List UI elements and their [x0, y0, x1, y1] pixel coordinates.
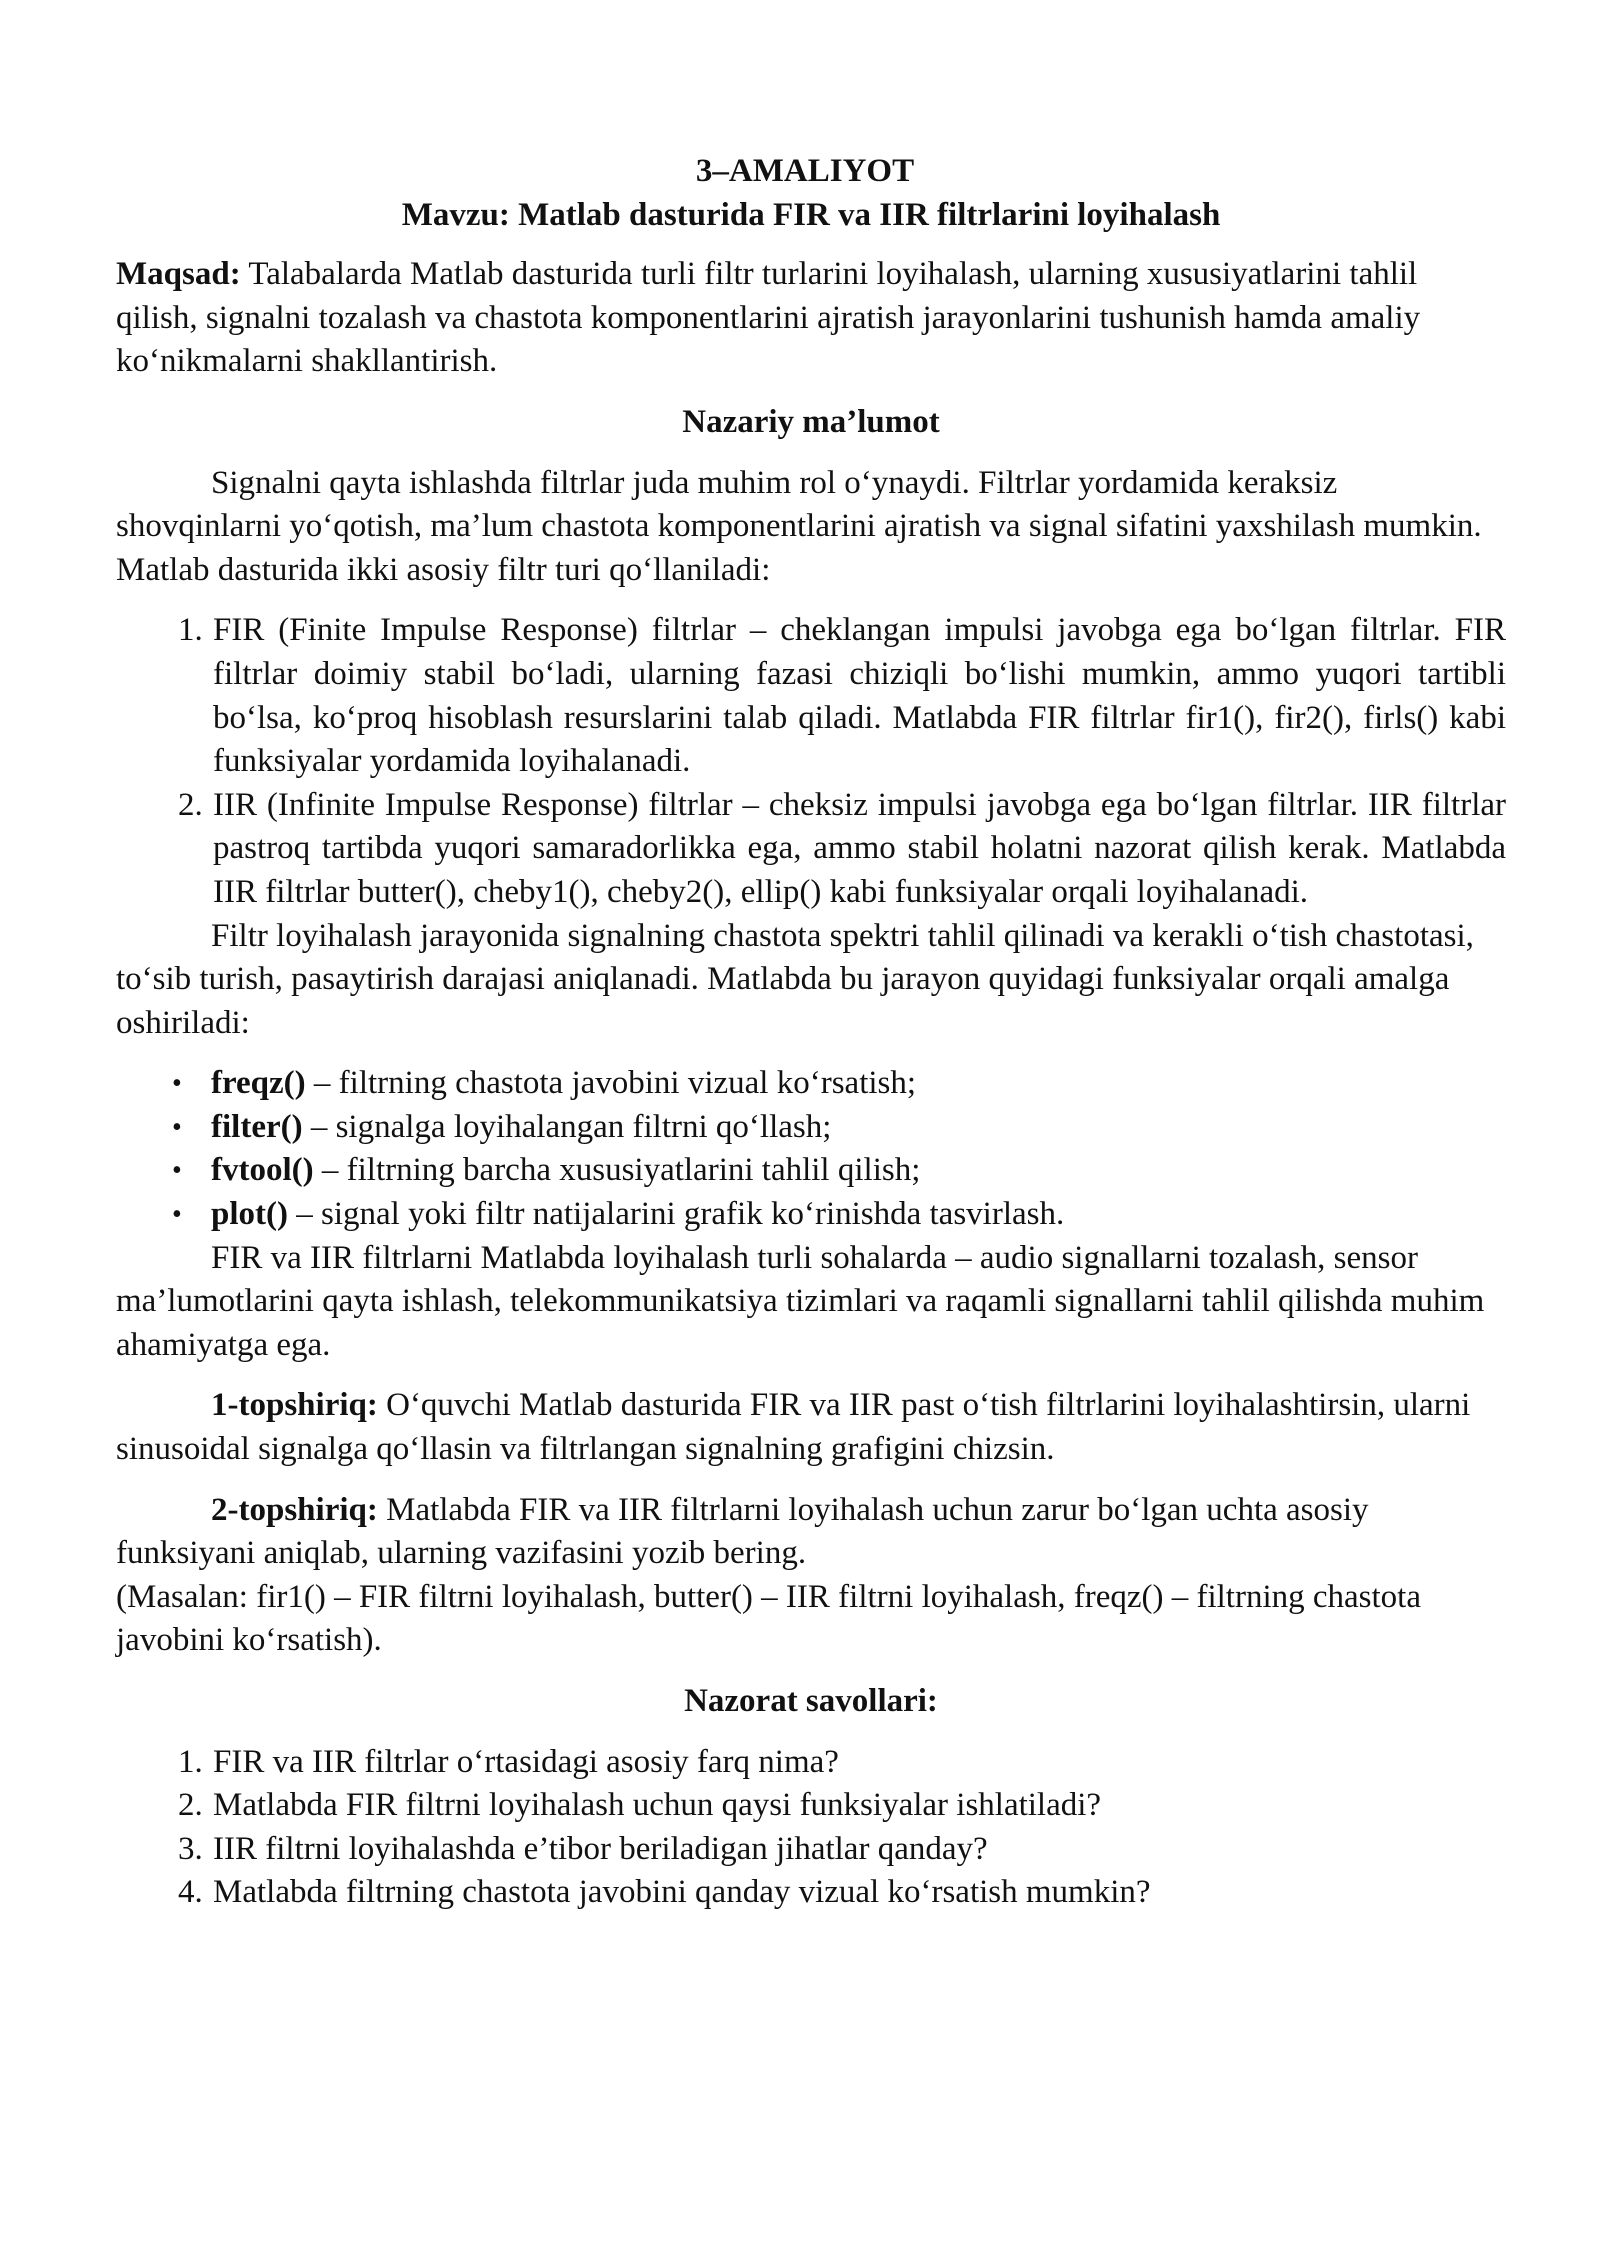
task-2-example: (Masalan: fir1() – FIR filtrni loyihalash, butter() – IIR filtrni loyihalash, freqz() – filtrning chastota javobini ko‘rsatish).: [116, 1578, 1421, 1659]
function-desc: – signal yoki filtr natijalarini grafik ko‘rinishda tasvirlash.: [288, 1196, 1065, 1233]
bullet-icon: •: [172, 1068, 182, 1100]
bullet-icon: •: [172, 1155, 182, 1187]
bullet-icon: •: [172, 1111, 182, 1143]
task-2-label: 2-topshiriq:: [211, 1491, 378, 1528]
questions-list: [116, 1741, 1506, 1915]
function-desc: – signalga loyihalangan filtrni qo‘llash;: [302, 1108, 832, 1145]
list-item: [172, 1149, 1506, 1193]
list-item: [172, 1062, 1506, 1106]
document-title: 3–AMALIYOT: [695, 153, 915, 189]
goal-text: Talabalarda Matlab dasturida turli filtr turlarini loyihalash, ularning xususiyatlarini tahlil qilish, signalni tozalash va chastota komponentlarini ajratish jarayonlarini tushunish hamda amaliy ko‘nikmalarni shakllantirish.: [116, 256, 1421, 380]
theory-intro: Signalni qayta ishlashda filtrlar juda muhim rol o‘ynaydi. Filtrlar yordamida keraksiz shovqinlarni yo‘qotish, ma’lum chastota komponentlarini ajratish va signal sifatini yaxshilash mumkin. Matlab dasturida ikki asosiy filtr turi qo‘llaniladi:: [116, 464, 1482, 588]
function-name: filter(): [211, 1108, 303, 1145]
list-item: 1. FIR va IIR filtrlar o‘rtasidagi asosiy farq nima?: [211, 1741, 1506, 1785]
goal-paragraph: [116, 253, 1506, 384]
function-desc: – filtrning barcha xususiyatlarini tahlil qilish;: [313, 1152, 921, 1189]
functions-list: [116, 1062, 1506, 1236]
list-item: [172, 1106, 1506, 1150]
list-item: 2. IIR (Infinite Impulse Response) filtrlar – cheksiz impulsi javobga ega bo‘lgan filtrlar. IIR filtrlar pastroq tartibda yuqori samaradorlikka ega, ammo stabil holatni nazorat qilish kerak. Matlabda IIR filtrlar butter(), cheby1(), cheby2(), ellip() kabi funksiyalar orqali loyihalanadi.: [211, 784, 1506, 915]
goal-label: Maqsad:: [116, 256, 241, 293]
bullet-icon: •: [172, 1199, 182, 1231]
list-item: 3. IIR filtrni loyihalashda e’tibor beriladigan jihatlar qanday?: [211, 1828, 1506, 1872]
task-1-label: 1-topshiriq:: [211, 1387, 378, 1424]
filter-types-list: [116, 609, 1506, 914]
document-subtitle: Mavzu: Matlab dasturida FIR va IIR filtrlarini loyihalash: [401, 196, 1221, 233]
list-item: [172, 1193, 1506, 1237]
task-2-text: Matlabda FIR va IIR filtrlarni loyihalash uchun zarur bo‘lgan uchta asosiy funksiyani aniqlab, ularning vazifasini yozib bering.: [116, 1491, 1369, 1572]
theory-heading: Nazariy ma’lumot: [682, 403, 940, 440]
process-paragraph: Filtr loyihalash jarayonida signalning chastota spektri tahlil qilinadi va kerakli o‘tish chastotasi, to‘sib turish, pasaytirish darajasi aniqlanadi. Matlabda bu jarayon quyidagi funksiyalar orqali amalga oshiriladi:: [116, 917, 1474, 1041]
function-name: plot(): [211, 1196, 288, 1233]
task-1-text: O‘quvchi Matlab dasturida FIR va IIR past o‘tish filtrlarini loyihalashtirsin, ularni sinusoidal signalga qo‘llasin va filtrlangan signalning grafigini chizsin.: [116, 1387, 1471, 1468]
task-2: [116, 1489, 1506, 1576]
function-desc: – filtrning chastota javobini vizual ko‘rsatish;: [305, 1065, 917, 1102]
function-name: fvtool(): [211, 1152, 314, 1189]
function-name: freqz(): [211, 1065, 306, 1102]
conclusion-paragraph: FIR va IIR filtrlarni Matlabda loyihalash turli sohalarda – audio signallarni tozalash, sensor ma’lumotlarini qayta ishlash, telekommunikatsiya tizimlari va raqamli signallarni tahlil qilishda muhim ahamiyatga ega.: [116, 1239, 1485, 1363]
list-item: 2. Matlabda FIR filtrni loyihalash uchun qaysi funksiyalar ishlatiladi?: [211, 1784, 1506, 1828]
list-item: 1. FIR (Finite Impulse Response) filtrlar – cheklangan impulsi javobga ega bo‘lgan filtrlar. FIR filtrlar doimiy stabil bo‘ladi, ularning fazasi chiziqli bo‘lishi mumkin, ammo yuqori tartibli bo‘lsa, ko‘proq hisoblash resurslarini talab qiladi. Matlabda FIR filtrlar fir1(), fir2(), firls() kabi funksiyalar yordamida loyihalanadi.: [211, 609, 1506, 783]
document-page: [116, 150, 1506, 1915]
questions-heading: Nazorat savollari:: [684, 1683, 938, 1719]
list-item: 4. Matlabda filtrning chastota javobini qanday vizual ko‘rsatish mumkin?: [211, 1871, 1506, 1915]
task-1: [116, 1384, 1506, 1471]
